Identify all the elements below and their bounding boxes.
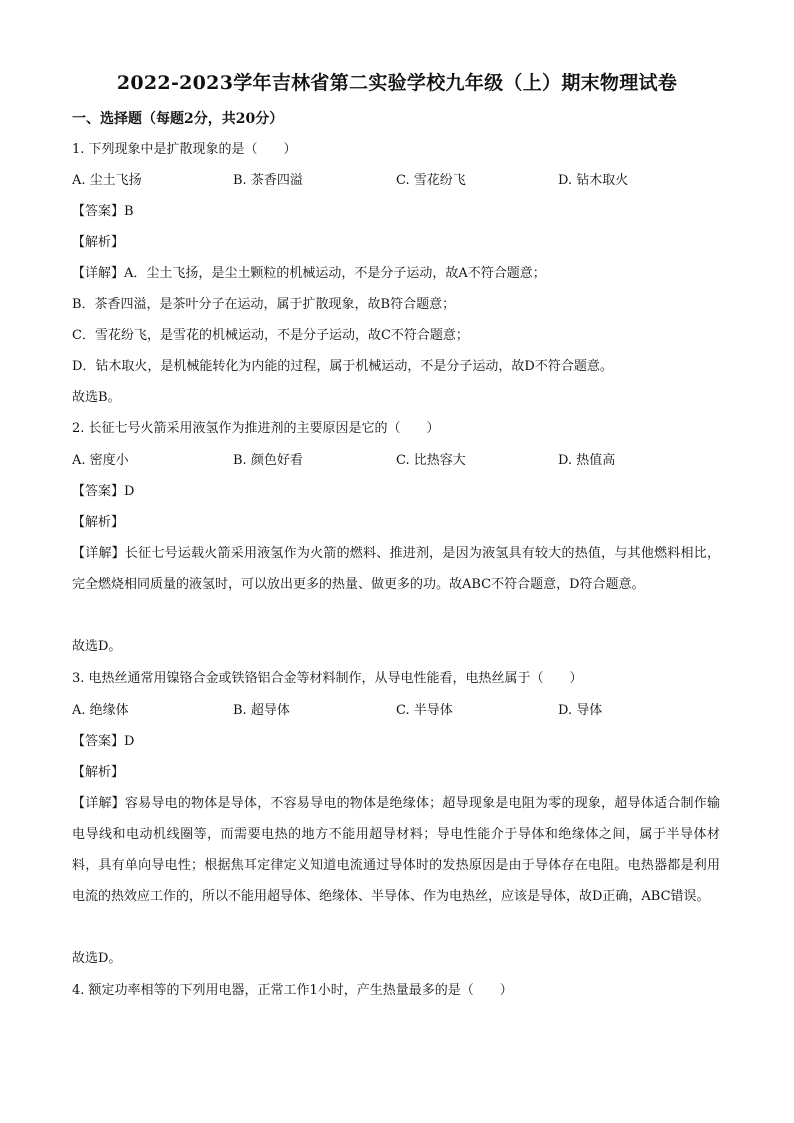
question-1-stem: 1. 下列现象中是扩散现象的是（ ） [72,142,297,157]
option-c: C. 比热容大 [396,453,466,468]
option-a: A. 密度小 [72,453,129,468]
option-a: A. 绝缘体 [72,703,129,718]
option-c: C. 雪花纷飞 [396,173,466,188]
question-4-stem: 4. 额定功率相等的下列用电器，正常工作1小时，产生热量最多的是（ ） [72,983,513,998]
question-2-options [72,452,720,470]
option-c: C. 半导体 [396,703,453,718]
question-1-detail-line: 【详解】A．尘土飞扬，是尘土颗粒的机械运动，不是分子运动，故A不符合题意； [72,266,546,281]
question-2-stem: 2. 长征七号火箭采用液氢作为推进剂的主要原因是它的（ ） [72,421,440,436]
question-3-analysis-label: 【解析】 [72,765,125,780]
question-1-options [72,172,720,190]
option-b: B. 颜色好看 [233,453,303,468]
question-1-analysis-label: 【解析】 [72,235,125,250]
question-3-options [72,702,720,720]
question-2-answer: 【答案】D [72,484,135,499]
section-heading: 一、选择题（每题2分，共20分） [72,111,284,127]
question-3-conclusion: 故选D。 [72,951,122,966]
option-b: B. 超导体 [233,703,290,718]
question-2-detail: 【详解】长征七号运载火箭采用液氢作为火箭的燃料、推进剂，是因为液氢具有较大的热值，与其他燃料相比，完全燃烧相同质量的液氢时，可以放出更多的热量、做更多的功。故ABC不符合题意，D符合题意。 [72,546,720,592]
question-1-detail-line: C．雪花纷飞，是雪花的机械运动，不是分子运动，故C不符合题意； [72,328,469,343]
question-1-answer: 【答案】B [72,204,134,219]
question-1-detail-line: B．茶香四溢，是茶叶分子在运动，属于扩散现象，故B符合题意； [72,297,456,312]
question-1-conclusion: 故选B。 [72,390,121,405]
option-d: D. 钻木取火 [558,173,629,188]
question-2-conclusion: 故选D。 [72,639,122,654]
question-3-detail: 【详解】容易导电的物体是导体，不容易导电的物体是绝缘体；超导现象是电阻为零的现象，超导体适合制作输电导线和电动机线圈等，而需要电热的地方不能用超导材料；导电性能介于导体和绝缘体之间，属于半导体材料，具有单向导电性；根据焦耳定律定义知道电流通过导体时的发热原因是由于导体存在电阻。电热器都是利用电流的热效应工作的，所以不能用超导体、绝缘体、半导体、作为电热丝，应该是导体，故D正确，ABC错误。 [72,796,720,904]
question-3-answer: 【答案】D [72,734,135,749]
option-d: D. 热值高 [558,453,616,468]
question-2-analysis-label: 【解析】 [72,515,125,530]
option-b: B. 茶香四溢 [233,173,303,188]
question-3-stem: 3. 电热丝通常用镍铬合金或铁铬铝合金等材料制作，从导电性能看，电热丝属于（ ） [72,671,583,686]
exam-title: 2022-2023学年吉林省第二实验学校九年级（上）期末物理试卷 [116,72,678,94]
question-1-detail-line: D．钻木取火，是机械能转化为内能的过程，属于机械运动，不是分子运动，故D不符合题意。 [72,359,613,374]
option-a: A. 尘土飞扬 [72,173,142,188]
option-d: D. 导体 [558,703,603,718]
